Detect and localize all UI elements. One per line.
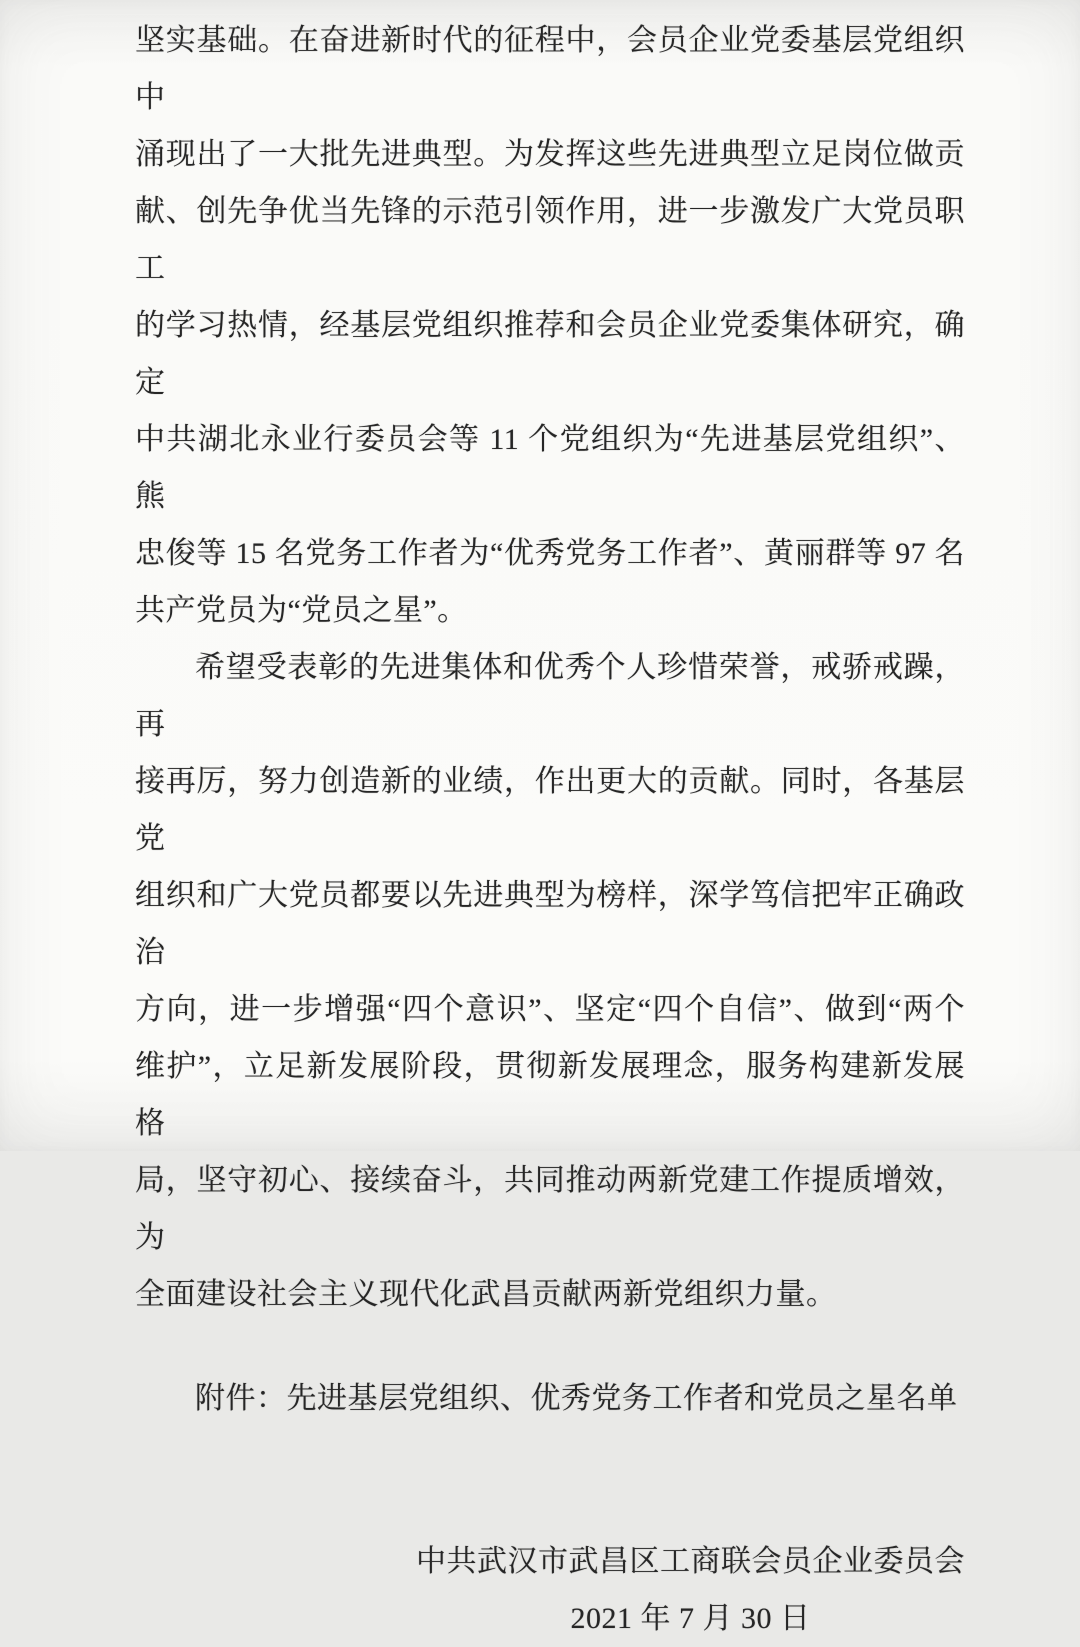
body-line: 中共湖北永业行委员会等 11 个党组织为“先进基层党组织”、熊 — [135, 423, 965, 513]
signature-org: 中共武汉市武昌区工商联会员企业委员会 — [416, 1545, 965, 1578]
signature-block — [416, 1533, 965, 1647]
attachment-line: 附件：先进基层党组织、优秀党务工作者和党员之星名单 — [195, 1382, 958, 1415]
body-line: 坚实基础。在奋进新时代的征程中，会员企业党委基层党组织中 — [135, 24, 965, 114]
body-line: 维护”，立足新发展阶段，贯彻新发展理念，服务构建新发展格 — [135, 1050, 965, 1140]
body-line: 希望受表彰的先进集体和优秀个人珍惜荣誉，戒骄戒躁，再 — [135, 651, 965, 741]
signature-date: 2021 年 7 月 30 日 — [570, 1602, 811, 1635]
body-line: 献、创先争优当先锋的示范引领作用，进一步激发广大党员职工 — [135, 195, 965, 285]
body-line: 接再厉，努力创造新的业绩，作出更大的贡献。同时，各基层党 — [135, 765, 965, 855]
body-line: 的学习热情，经基层党组织推荐和会员企业党委集体研究，确定 — [135, 309, 965, 399]
body-line: 局，坚守初心、接续奋斗，共同推动两新党建工作提质增效，为 — [135, 1164, 965, 1254]
body-line: 共产党员为“党员之星”。 — [135, 594, 468, 627]
body-line: 组织和广大党员都要以先进典型为榜样，深学笃信把牢正确政治 — [135, 879, 965, 969]
body-line: 涌现出了一大批先进典型。为发挥这些先进典型立足岗位做贡 — [135, 138, 965, 171]
body-line: 全面建设社会主义现代化武昌贡献两新党组织力量。 — [135, 1278, 837, 1311]
body-line: 忠俊等 15 名党务工作者为“优秀党务工作者”、黄丽群等 97 名 — [135, 537, 965, 570]
body-line: 方向，进一步增强“四个意识”、坚定“四个自信”、做到“两个 — [135, 993, 965, 1026]
